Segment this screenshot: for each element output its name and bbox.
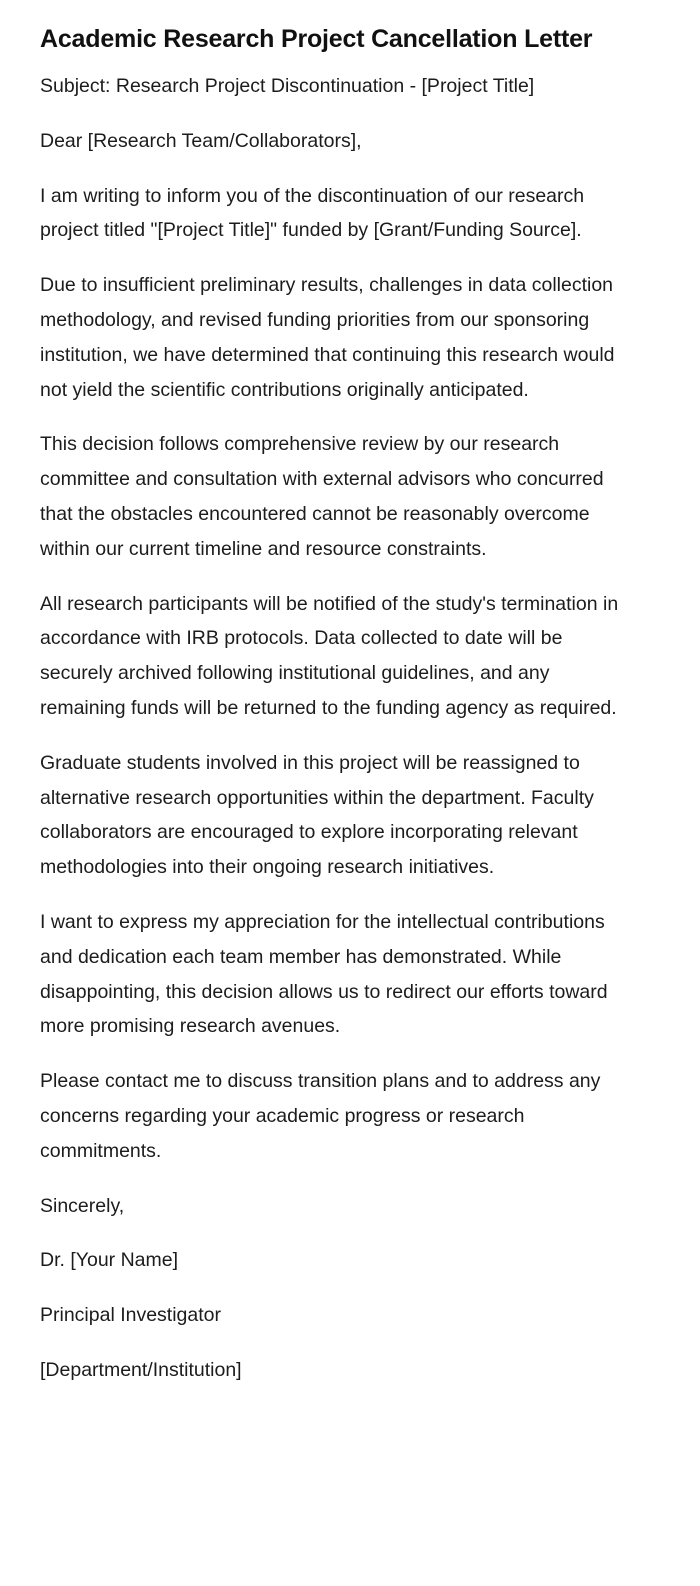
letter-salutation: Dear [Research Team/Collaborators], <box>40 129 362 152</box>
letter-paragraph: I am writing to inform you of the discontinuation of our research project titled "[Project Title]" funded by [Grant/Funding Source]. <box>40 184 585 242</box>
letter-paragraph: I want to express my appreciation for the intellectual contributions and dedication each team member has demonstrated. While disappointing, this decision allows us to redirect our efforts toward more promising research avenues. <box>40 910 608 1038</box>
letter-title: Academic Research Project Cancellation Letter <box>40 25 593 53</box>
letter-paragraph: Please contact me to discuss transition plans and to address any concerns regarding your academic progress or research commitments. <box>40 1070 601 1162</box>
signature-department: [Department/Institution] <box>40 1358 242 1381</box>
signature-name: Dr. [Your Name] <box>40 1249 179 1272</box>
letter-paragraph: Graduate students involved in this project will be reassigned to alternative research opportunities within the department. Faculty collaborators are encouraged to explore incorporating relevant methodologies into their ongoing research initiatives. <box>40 751 594 879</box>
letter-closing: Sincerely, <box>40 1194 125 1217</box>
letter-paragraph: All research participants will be notified of the study's termination in accordance with IRB protocols. Data collected to date will be securely archived following institutional guidelines, and any remaining funds will be returned to the funding agency as required. <box>40 592 619 719</box>
letter-subject: Subject: Research Project Discontinuation - [Project Title] <box>40 75 535 97</box>
letter-page <box>40 22 640 1408</box>
letter-paragraph: Due to insufficient preliminary results, challenges in data collection methodology, and revised funding priorities from our sponsoring institution, we have determined that continuing this research would not yield the scientific contributions originally anticipated. <box>40 274 615 401</box>
letter-paragraph: This decision follows comprehensive review by our research committee and consultation with external advisors who concurred that the obstacles encountered cannot be reasonably overcome within our current timeline and resource constraints. <box>40 433 604 560</box>
signature-title: Principal Investigator <box>40 1304 222 1327</box>
